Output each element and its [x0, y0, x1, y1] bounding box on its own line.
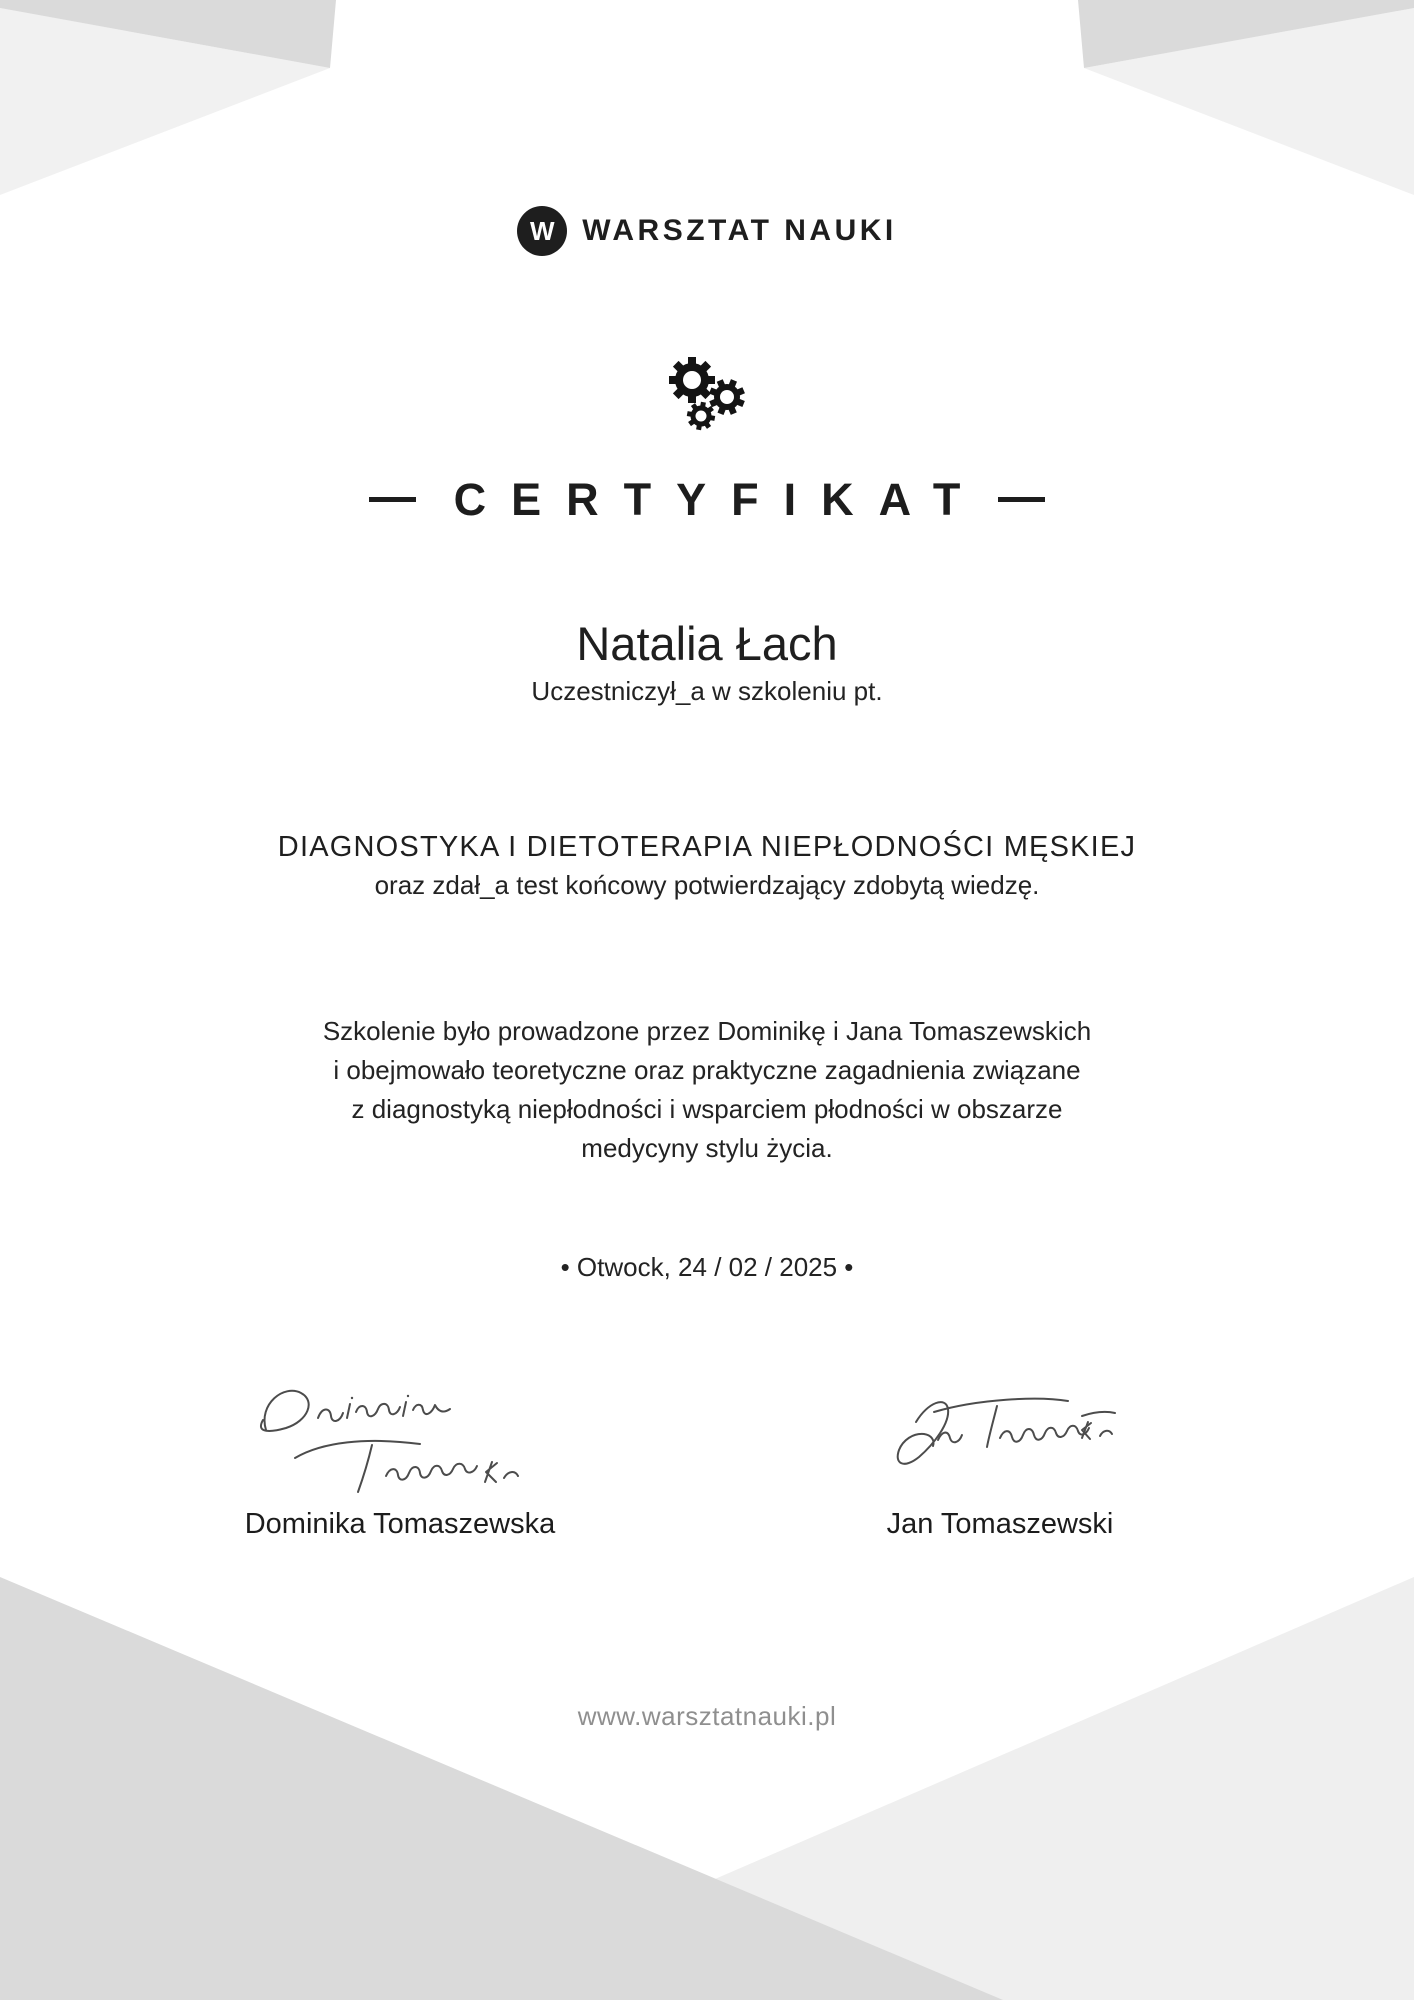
description-line: i obejmowało teoretyczne oraz praktyczne zagadnienia związane: [333, 1055, 1081, 1085]
signatory-name-right: Jan Tomaszewski: [886, 1508, 1114, 1540]
recipient-name: Natalia Łach: [576, 617, 838, 670]
signature-block-left: [200, 1378, 600, 1539]
bg-bottom-left-dark: [0, 1577, 1003, 2000]
signatory-name-left: Dominika Tomaszewska: [244, 1508, 556, 1540]
description-line: z diagnostyką niepłodności i wsparciem płodności w obszarze: [351, 1094, 1063, 1124]
signature-right-image: [800, 1378, 1200, 1506]
certificate-heading: [0, 474, 1414, 525]
gears-icon-wrapper: [0, 350, 1414, 451]
place-date-line: • Otwock, 24 / 02 / 2025 •: [560, 1252, 854, 1282]
logo-text: WARSZTAT NAUKI: [582, 214, 897, 247]
logo-monogram-badge: [517, 206, 567, 256]
recipient-subtitle: Uczestniczył_a w szkoleniu pt.: [531, 676, 883, 706]
description-line: Szkolenie było prowadzone przez Dominikę i Jana Tomaszewskich: [322, 1016, 1092, 1046]
gears-icon: [655, 350, 759, 446]
description-line: medycyny stylu życia.: [581, 1133, 833, 1163]
logo-monogram: W: [529, 215, 555, 246]
heading-dash-right: [998, 497, 1045, 502]
course-title: DIAGNOSTYKA I DIETOTERAPIA NIEPŁODNOŚCI MĘSKIEJ: [277, 831, 1137, 863]
brand-logo: [0, 206, 1414, 256]
signature-left-image: [200, 1378, 600, 1506]
signature-block-right: [800, 1378, 1200, 1539]
page-title: CERTYFIKAT: [453, 474, 986, 525]
website-url: www.warsztatnauki.pl: [577, 1701, 837, 1731]
description-paragraph: [0, 1012, 1414, 1168]
course-note: oraz zdał_a test końcowy potwierdzający zdobytą wiedzę.: [374, 870, 1040, 900]
heading-dash-left: [369, 497, 416, 502]
